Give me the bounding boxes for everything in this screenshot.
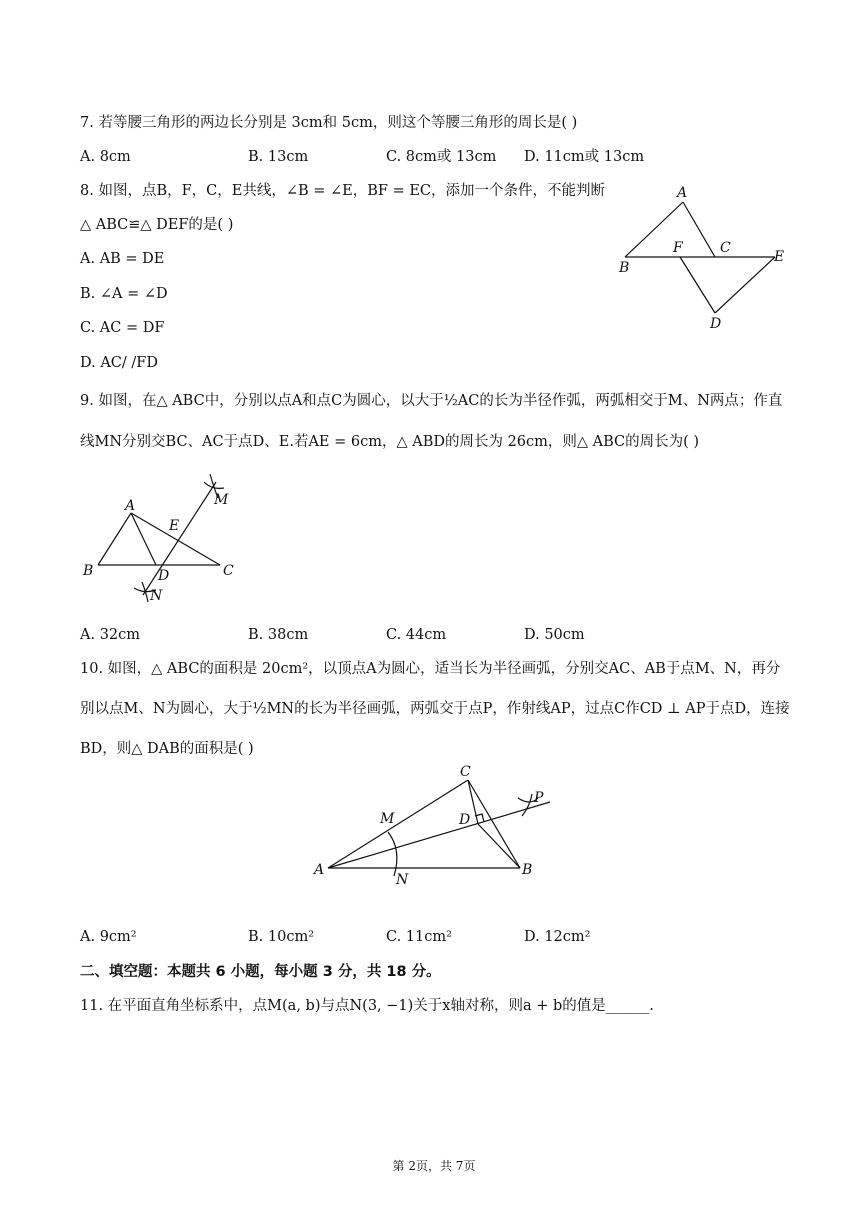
- q8-line-ac: [683, 202, 715, 257]
- q10-option-c: C. 11cm²: [386, 929, 452, 945]
- q9-label-d: D: [158, 568, 170, 584]
- q7-option-b: B. 13cm: [248, 149, 309, 165]
- q10-stem-line2: 别以点M、N为圆心，大于½MN的长为半径画弧，两弧交于点P，作射线AP，过点C作CD ⊥ AP于点D，连接: [80, 701, 790, 717]
- q9-stem-line2: 线MN分别交BC、AC于点D、E.若AE = 6cm，△ ABD的周长为 26cm，则△ ABC的周长为( ): [80, 434, 700, 450]
- q8-label-b: B: [619, 260, 630, 276]
- q10-arc-mn: [388, 832, 397, 876]
- q8-line-de: [715, 257, 775, 313]
- q10-line-ap: [328, 802, 550, 868]
- q9-option-d: D. 50cm: [524, 627, 585, 643]
- q10-label-m: M: [380, 811, 395, 827]
- q7-option-a: A. 8cm: [80, 149, 131, 165]
- q8-figure: [610, 180, 800, 340]
- q10-option-a: A. 9cm²: [80, 929, 137, 945]
- q9-label-b: B: [83, 563, 94, 579]
- q8-label-a: A: [677, 185, 688, 201]
- q10-stem-line3: BD，则△ DAB的面积是( ): [80, 741, 254, 757]
- q8-option-a: A. AB = DE: [80, 251, 165, 267]
- page-footer: 第 2页，共 7页: [392, 1159, 476, 1173]
- q10-label-b: B: [522, 862, 533, 878]
- q9-label-a: A: [125, 498, 136, 514]
- q10-label-n: N: [396, 872, 409, 888]
- q10-arc-p2: [522, 794, 532, 816]
- q9-figure: [78, 470, 258, 610]
- q10-figure: [310, 760, 570, 890]
- q10-option-d: D. 12cm²: [524, 929, 591, 945]
- q8-label-d: D: [710, 316, 722, 332]
- q10-option-b: B. 10cm²: [248, 929, 315, 945]
- q8-option-c: C. AC = DF: [80, 320, 165, 336]
- q9-line-mn: [143, 482, 216, 595]
- q9-stem-line1: 9. 如图，在△ ABC中，分别以点A和点C为圆心，以大于½AC的长为半径作弧，两弧相交于M、N两点；作直: [80, 393, 783, 409]
- q9-label-c: C: [223, 563, 234, 579]
- q8-label-e: E: [774, 249, 785, 265]
- q9-option-c: C. 44cm: [386, 627, 447, 643]
- q10-label-a: A: [314, 862, 325, 878]
- q10-stem-line1: 10. 如图，△ ABC的面积是 20cm²，以顶点A为圆心，适当长为半径画弧，分别交AC、AB于点M、N，再分: [80, 661, 781, 677]
- q10-line-db: [478, 824, 520, 868]
- q8-line-fd: [680, 257, 715, 313]
- q9-label-m: M: [214, 492, 229, 508]
- q10-label-c: C: [460, 764, 471, 780]
- q7-stem: 7. 若等腰三角形的两边长分别是 3cm和 5cm，则这个等腰三角形的周长是( ): [80, 115, 578, 131]
- q7-option-d: D. 11cm或 13cm: [524, 149, 645, 165]
- q8-label-c: C: [720, 240, 731, 256]
- q10-line-ac: [328, 780, 471, 868]
- q8-option-d: D. AC/ /FD: [80, 355, 158, 371]
- q9-option-a: A. 32cm: [80, 627, 141, 643]
- q8-stem-line2: △ ABC≌△ DEF的是( ): [80, 217, 234, 233]
- q9-label-n: N: [150, 588, 163, 604]
- q8-stem-line1: 8. 如图，点B，F，C，E共线，∠B = ∠E，BF = EC，添加一个条件，不能判断: [80, 183, 606, 199]
- section-heading-fill-blank: 二、填空题：本题共 6 小题，每小题 3 分，共 18 分。: [80, 964, 441, 980]
- q9-line-ab: [98, 513, 131, 565]
- q11-stem: 11. 在平面直角坐标系中，点M(a, b)与点N(3, −1)关于x轴对称，则a + b的值是______.: [80, 998, 654, 1014]
- q7-option-c: C. 8cm或 13cm: [386, 149, 497, 165]
- q8-label-f: F: [673, 240, 683, 256]
- q8-option-b: B. ∠A = ∠D: [80, 286, 168, 302]
- q9-label-e: E: [169, 518, 180, 534]
- q10-label-p: P: [534, 790, 544, 806]
- q9-option-b: B. 38cm: [248, 627, 309, 643]
- q10-label-d: D: [459, 812, 471, 828]
